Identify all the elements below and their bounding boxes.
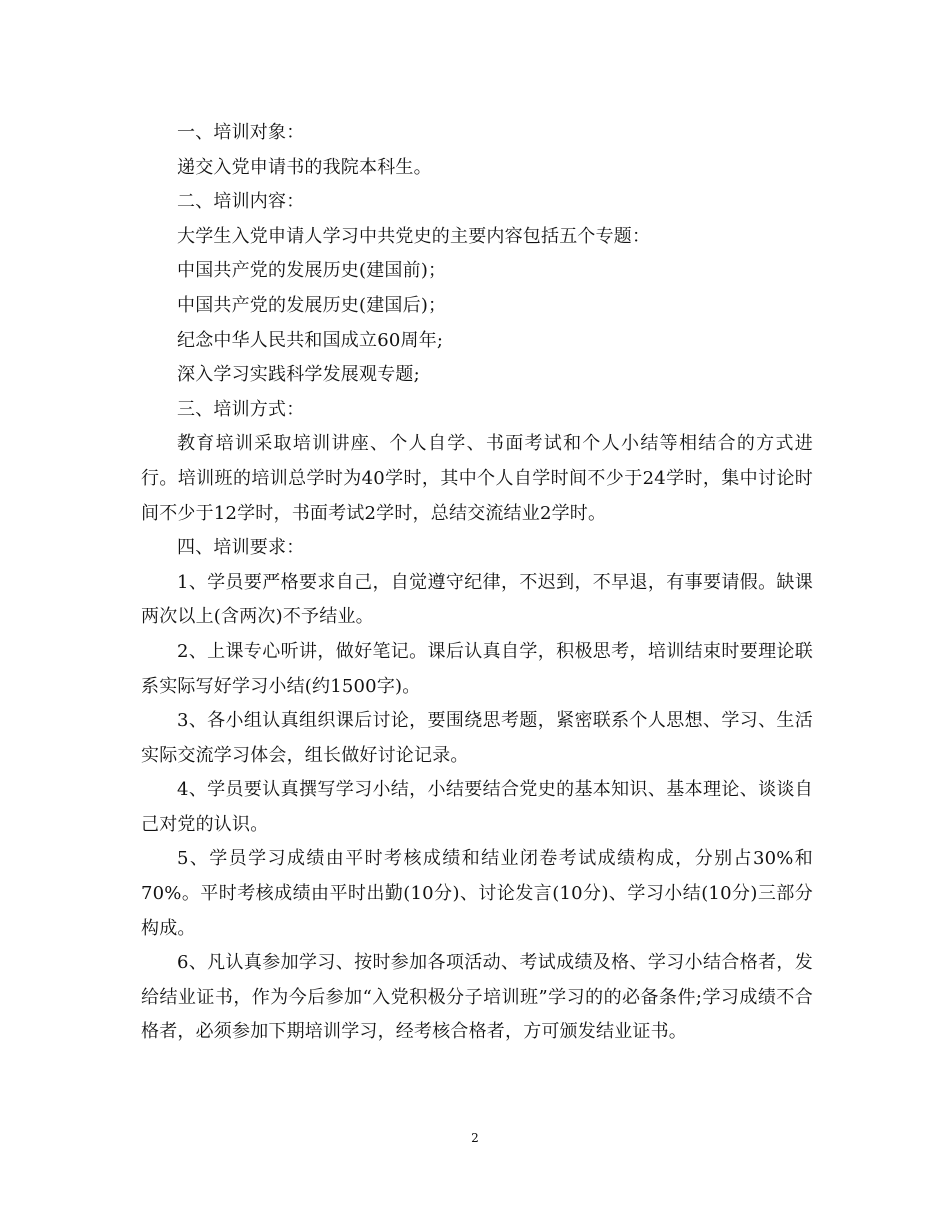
paragraph-method-description: 教育培训采取培训讲座、个人自学、书面考试和个人小结等相结合的方式进行。培训班的培训总学时为40学时，其中个人自学时间不少于24学时，集中讨论时间不少于12学时，书面考试2学时，总结交流结业2学时。 bbox=[141, 433, 813, 524]
section-heading-content: 二、培训内容： bbox=[177, 191, 305, 213]
list-item-topic-3: 纪念中华人民共和国成立60周年; bbox=[177, 329, 444, 351]
requirement-item-3: 3、各小组认真组织课后讨论，要围绕思考题，紧密联系个人思想、学习、生活实际交流学习体会，组长做好讨论记录。 bbox=[141, 710, 813, 766]
requirement-item-6: 6、凡认真参加学习、按时参加各项活动、考试成绩及格、学习小结合格者，发给结业证书，作为今后参加“入党积极分子培训班”学习的的必备条件;学习成绩不合格者，必须参加下期培训学习，经考核合格者，方可颁发结业证书。 bbox=[141, 952, 813, 1043]
list-item-topic-1: 中国共产党的发展历史(建国前)； bbox=[177, 260, 447, 282]
list-item-topic-2: 中国共产党的发展历史(建国后)； bbox=[177, 294, 447, 316]
section-heading-method: 三、培训方式： bbox=[177, 398, 305, 420]
requirement-item-1: 1、学员要严格要求自己，自觉遵守纪律，不迟到，不早退，有事要请假。缺课两次以上(含两次)不予结业。 bbox=[141, 571, 813, 628]
requirement-item-2: 2、上课专心听讲，做好笔记。课后认真自学，积极思考，培训结束时要理论联系实际写好学习小结(约1500字)。 bbox=[141, 640, 813, 697]
section-heading-targets: 一、培训对象： bbox=[177, 122, 305, 143]
document-body bbox=[141, 116, 813, 1050]
page-number: 2 bbox=[471, 1131, 479, 1145]
list-item-topic-4: 深入学习实践科学发展观专题; bbox=[177, 364, 420, 386]
requirement-item-4: 4、学员要认真撰写学习小结，小结要结合党史的基本知识、基本理论、谈谈自己对党的认识。 bbox=[141, 779, 813, 835]
section-heading-requirements: 四、培训要求： bbox=[177, 537, 305, 559]
paragraph-content-intro: 大学生入党申请人学习中共党史的主要内容包括五个专题： bbox=[177, 225, 651, 247]
paragraph-targets-description: 递交入党申请书的我院本科生。 bbox=[177, 156, 432, 178]
requirement-item-5: 5、学员学习成绩由平时考核成绩和结业闭卷考试成绩构成，分别占30%和70%。平时考核成绩由平时出勤(10分)、讨论发言(10分)、学习小结(10分)三部分构成。 bbox=[141, 848, 813, 939]
